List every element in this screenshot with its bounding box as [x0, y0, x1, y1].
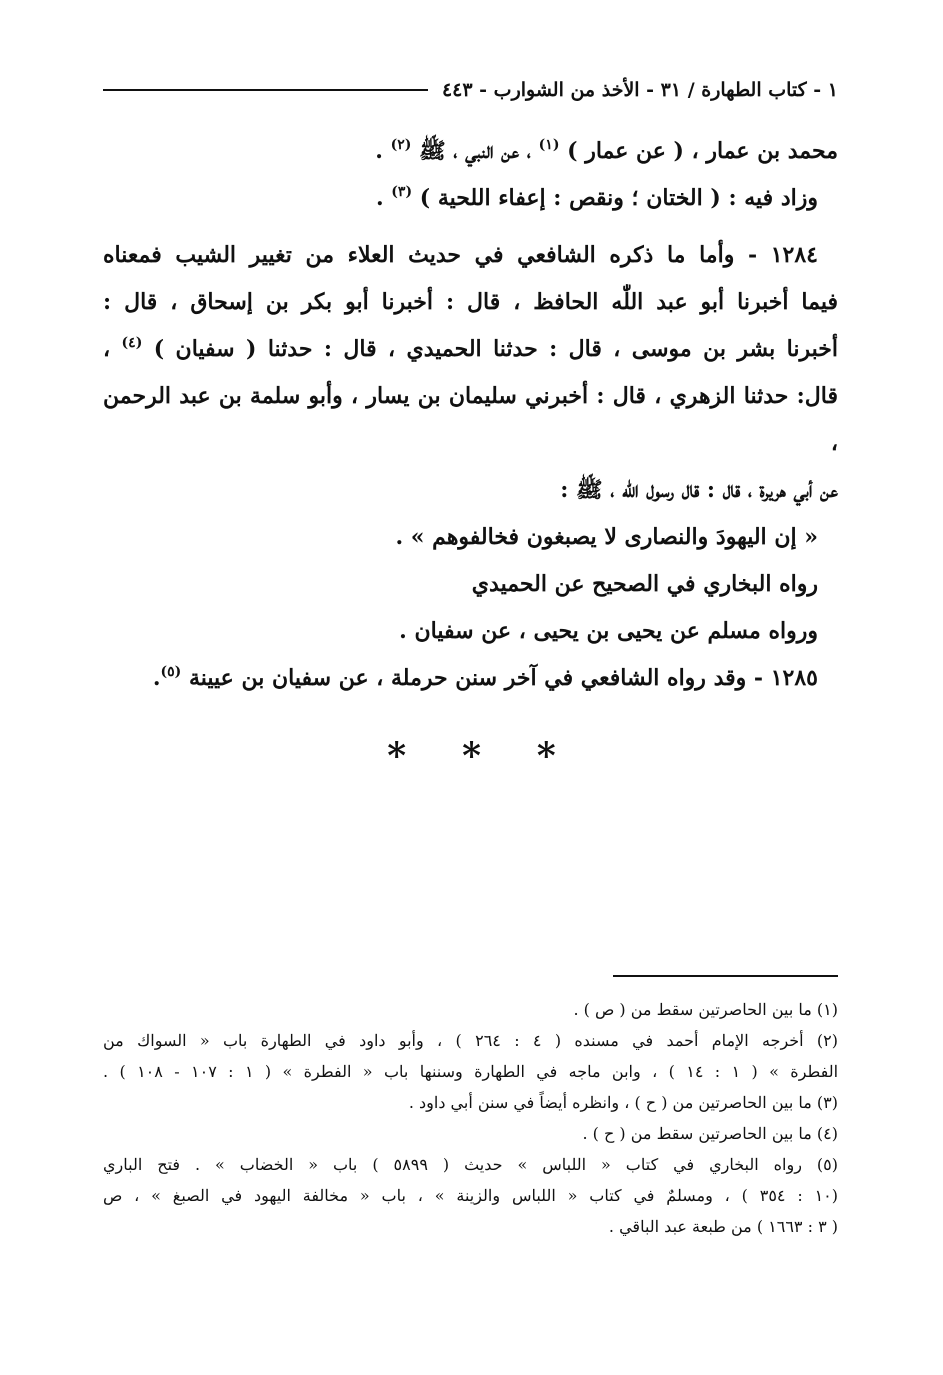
header-title: ١ - كتاب الطهارة / ٣١ - الأخذ من الشوارب - ٤٤٣	[441, 79, 838, 101]
text-line-1	[103, 128, 838, 175]
footnote-ref-3: (٣)	[391, 184, 413, 200]
footnote-1: (١) ما بين الحاصرتين سقط من ( ص ) .	[573, 1000, 838, 1019]
running-header	[103, 72, 838, 108]
footnote-3: (٣) ما بين الحاصرتين من ( ح ) ، وانظره أيضاً في سنن أبي داود .	[408, 1093, 838, 1112]
text-line-2	[103, 175, 838, 222]
text-line-1-period: .	[375, 138, 383, 164]
footnote-5-end: ( ٣ : ١٦٦٣ ) من طبعة عبد الباقي .	[608, 1217, 838, 1236]
footnote-ref-1: (١)	[538, 137, 560, 153]
text-line-1-b: ، عن النبي ، ﷺ	[419, 138, 531, 164]
footnote-5-continued: (١٠ : ٣٥٤ ) ، ومسلمٌ في كتاب « اللباس والزينة » ، باب « مخالفة اليهود في الصبغ » ، ص	[103, 1186, 839, 1205]
main-text	[103, 128, 838, 702]
footnotes	[103, 994, 838, 1242]
footnote-5: (٥) رواه البخاري في كتاب « اللباس » حديث ( ٥٨٩٩ ) باب « الخضاب » . فتح الباري	[103, 1155, 838, 1174]
text-line-4: فيما أخبرنا أبو عبد اللّٰه الحافظ ، قال : أخبرنا أبو بكر بن إسحاق ، قال :	[103, 289, 838, 315]
section-separator	[0, 735, 943, 775]
text-line-11	[103, 655, 838, 702]
text-line-11-a: ١٢٨٥ - وقد رواه الشافعي في آخر سنن حرملة ، عن سفيان بن عيينة	[188, 665, 818, 691]
separator-star: *	[462, 735, 481, 777]
text-line-5	[103, 326, 838, 373]
header-rule	[103, 89, 428, 91]
text-line-2-period: .	[375, 185, 384, 211]
footnote-rule	[613, 975, 838, 977]
separator-star: *	[536, 735, 556, 777]
footnote-2-continued: الفطرة » ( ١ : ١٤ ) ، وابن ماجه في الطهارة وسننها باب « الفطرة » ( ١ : ١٠٧ - ١٠٨ ) .	[103, 1062, 839, 1081]
footnote-ref-2: (٢)	[390, 137, 412, 153]
text-line-5-comma: ،	[103, 336, 111, 362]
text-line-3: ١٢٨٤ - وأما ما ذكره الشافعي في حديث العلاء من تغيير الشيب فمعناه	[103, 242, 818, 268]
footnote-ref-5: (٥)	[160, 664, 182, 680]
text-line-7: عن أبي هريرة ، قال : قال رسول اللّٰه ، ﷺ :	[560, 477, 838, 503]
separator-star: *	[387, 735, 407, 777]
text-line-10: ورواه مسلم عن يحيى بن يحيى ، عن سفيان .	[399, 618, 818, 644]
text-line-9: رواه البخاري في الصحيح عن الحميدي	[471, 571, 818, 597]
footnote-2: (٢) أخرجه الإمام أحمد في مسنده ( ٤ : ٢٦٤ ) ، وأبو داود في الطهارة باب « السواك من	[103, 1031, 839, 1050]
text-line-8: « إن اليهودَ والنصارى لا يصبغون فخالفوهم » .	[395, 524, 818, 550]
text-line-11-period: .	[152, 665, 161, 691]
paragraph-gap	[103, 222, 838, 232]
text-line-1-a: محمد بن عمار ، ( عن عمار )	[567, 138, 838, 164]
text-line-2-a: وزاد فيه : ( الختان ؛ ونقص : إعفاء اللحية )	[419, 185, 818, 211]
text-line-5-a: أخبرنا بشر بن موسى ، قال : حدثنا الحميدي ، قال : حدثنا ( سفيان )	[153, 336, 838, 362]
footnote-ref-4: (٤)	[121, 335, 143, 351]
footnote-4: (٤) ما بين الحاصرتين سقط من ( ح ) .	[582, 1124, 838, 1143]
text-line-6: قال: حدثنا الزهري ، قال : أخبرني سليمان بن يسار ، وأبو سلمة بن عبد الرحمن ،	[103, 383, 838, 456]
